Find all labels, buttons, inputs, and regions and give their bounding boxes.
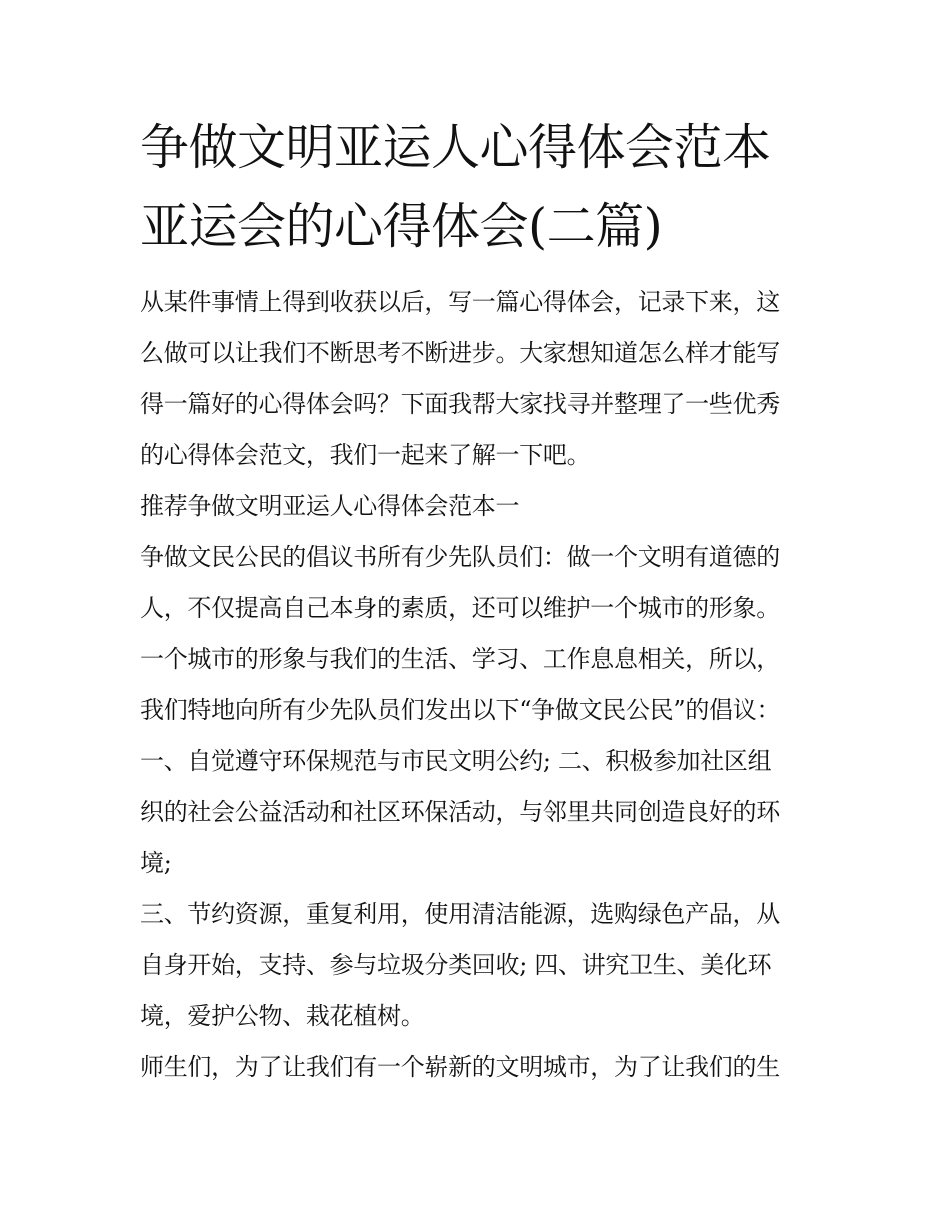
paragraph-line: 从某件事情上得到收获以后，写一篇心得体会，记录下来，这 [140, 288, 780, 316]
paragraph-line: 一个城市的形象与我们的生活、学习、工作息息相关，所以， [140, 645, 780, 673]
paragraph-line: 争做文民公民的倡议书所有少先队员们：做一个文明有道德的 [140, 543, 780, 571]
section-heading: 推荐争做文明亚运人心得体会范本一 [140, 492, 520, 520]
paragraph-line: 的心得体会范文，我们一起来了解一下吧。 [140, 441, 591, 469]
document-title-line-1: 争做文明亚运人心得体会范本 [140, 119, 771, 176]
paragraph-line: 自身开始，支持、参与垃圾分类回收; 四、讲究卫生、美化环 [140, 951, 772, 979]
paragraph-line: 织的社会公益活动和社区环保活动，与邻里共同创造良好的环 [140, 798, 780, 826]
document-title-line-2: 亚运会的心得体会(二篇) [140, 198, 663, 255]
paragraph-line: 我们特地向所有少先队员们发出以下“争做文民公民”的倡议： [140, 696, 781, 724]
paragraph-line: 么做可以让我们不断思考不断进步。大家想知道怎么样才能写 [140, 339, 780, 367]
paragraph-line: 师生们，为了让我们有一个崭新的文明城市，为了让我们的生 [140, 1053, 780, 1081]
paragraph-line: 三、节约资源，重复利用，使用清洁能源，选购绿色产品，从 [140, 900, 780, 928]
paragraph-line: 人，不仅提高自己本身的素质，还可以维护一个城市的形象。 [140, 594, 780, 622]
paragraph-line: 得一篇好的心得体会吗？下面我帮大家找寻并整理了一些优秀 [140, 390, 780, 418]
paragraph-line: 境，爱护公物、栽花植树。 [140, 1002, 425, 1030]
paragraph-line: 一、自觉遵守环保规范与市民文明公约; 二、积极参加社区组 [140, 747, 772, 775]
paragraph-line: 境; [140, 849, 172, 877]
